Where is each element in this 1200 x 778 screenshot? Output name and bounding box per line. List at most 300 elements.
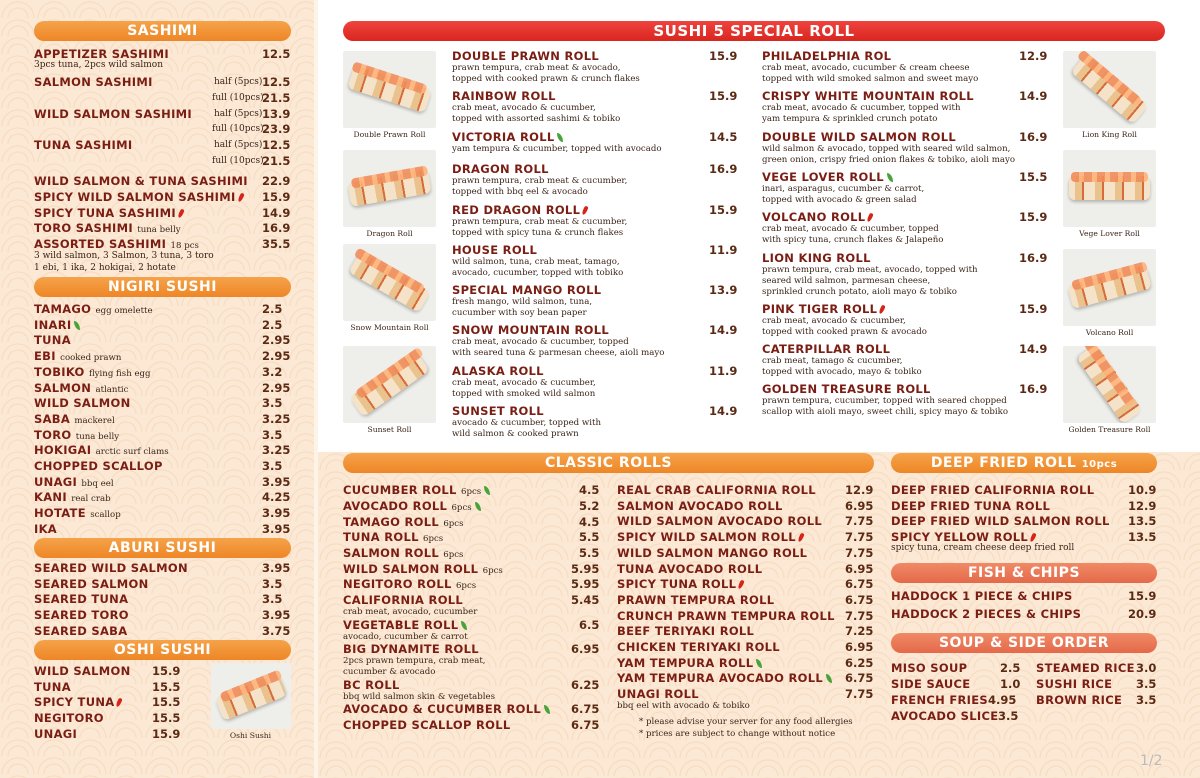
menu-item-desc: 1 ebi, 1 ika, 2 hokigai, 2 hotate	[34, 263, 176, 273]
menu-item-desc: crab meat, avocado & cucumber, topped	[762, 224, 939, 234]
menu-item-name	[617, 499, 783, 513]
menu-item-name	[617, 562, 762, 576]
item-name-text: UNAGI ROLL	[617, 687, 699, 702]
menu-item-price: 3.95	[262, 474, 291, 489]
menu-item-name	[34, 522, 57, 536]
menu-item-name	[1036, 677, 1112, 691]
item-name-text: DOUBLE PRAWN ROLL	[452, 49, 599, 63]
menu-item-price: 6.75	[845, 577, 874, 592]
item-name-text: YAM TEMPURA AVOCADO ROLL	[617, 671, 823, 686]
menu-item-price: 3.5	[262, 592, 283, 607]
roll-photo	[1063, 346, 1156, 423]
item-name-text: VEGETABLE ROLL	[343, 618, 459, 632]
menu-item-name	[891, 530, 1035, 544]
menu-item-price: 15.9	[262, 190, 291, 204]
menu-item-desc: prawn tempura, crab meat & cucumber,	[452, 176, 628, 186]
item-name-text: SPICY TUNA	[34, 695, 115, 710]
item-name-text: PINK TIGER ROLL	[762, 302, 878, 316]
item-name-text: AVOCADO & CUCUMBER ROLL	[343, 702, 541, 716]
menu-item-price: 15.9	[152, 726, 181, 741]
sashimi-header: SASHIMI	[34, 21, 291, 41]
item-name-text: RAINBOW ROLL	[452, 89, 556, 103]
menu-item-price: 3.5	[262, 459, 283, 473]
menu-item-name	[34, 608, 129, 622]
item-name-text: REAL CRAB CALIFORNIA ROLL	[617, 483, 816, 497]
photo-caption: Lion King Roll	[1082, 130, 1137, 139]
item-note: 6pcs	[460, 487, 482, 497]
menu-item-desc: topped with avocado, mayo & tobiko	[762, 367, 922, 377]
item-name-text: SEARED WILD SALMON	[34, 561, 188, 575]
item-name-text: BEEF TERIYAKI ROLL	[617, 624, 755, 639]
menu-item-name: TORO SASHIMI tuna belly	[34, 221, 181, 235]
menu-item-name	[891, 483, 1094, 497]
item-name-text: TUNA ROLL	[343, 530, 419, 544]
menu-item-name	[452, 323, 609, 337]
vegetarian-leaf-icon	[887, 173, 893, 182]
oshi-sushi-photo	[211, 663, 291, 729]
item-name-text: RED DRAGON ROLL	[452, 203, 581, 217]
photo-caption: Oshi Sushi	[229, 731, 272, 740]
menu-item-desc: crab meat, tamago & cucumber,	[762, 356, 903, 366]
menu-item-price: 15.5	[152, 711, 181, 726]
menu-item-price: 14.9	[709, 323, 738, 337]
menu-item-price: 4.5	[579, 515, 600, 529]
menu-item-name	[617, 577, 743, 591]
menu-item-price: 6.25	[571, 678, 600, 692]
menu-item-price: 2.5	[1000, 661, 1021, 675]
menu-item-price: 15.9	[709, 89, 738, 103]
menu-item-price: 6.75	[571, 718, 600, 732]
item-name-text: VOLCANO ROLL	[762, 210, 866, 224]
menu-item-price: 6.75	[845, 671, 874, 686]
item-name-text: DRAGON ROLL	[452, 162, 549, 176]
allergy-note: * please advise your server for any food allergies	[639, 717, 853, 727]
menu-item-price: 3.95	[262, 608, 291, 623]
item-name-text: DOUBLE WILD SALMON ROLL	[762, 130, 956, 144]
menu-item-desc: avocado, cucumber, topped with tobiko	[452, 268, 624, 278]
menu-item-name	[452, 364, 544, 378]
menu-item-name	[34, 396, 131, 410]
menu-item-desc: topped with avocado & green salad	[762, 195, 917, 205]
menu-item-name	[34, 727, 77, 741]
menu-item-name	[452, 89, 556, 103]
menu-item-name	[891, 499, 1050, 513]
item-name-text: TAMAGO ROLL	[343, 515, 440, 529]
menu-item-desc: bbq eel with avocado & tobiko	[617, 701, 750, 712]
item-name-text: KANI	[34, 490, 67, 505]
item-name-text: CATERPILLAR ROLL	[762, 342, 891, 356]
menu-item-price: 3.5	[262, 427, 283, 442]
item-name-text: MISO SOUP	[891, 661, 968, 675]
menu-item-desc: 2pcs prawn tempura, crab meat,	[343, 656, 486, 666]
menu-item-price: 14.9	[709, 404, 738, 418]
menu-item-desc: crab meat, avocado & cucumber, topped	[452, 337, 629, 347]
vegetarian-leaf-icon	[544, 705, 550, 714]
item-note: arctic surf clams	[95, 447, 169, 458]
photo-caption: Volcano Roll	[1085, 328, 1134, 337]
menu-item-name	[343, 618, 467, 632]
menu-item-price: 23.9	[262, 122, 291, 136]
item-note: atlantic	[95, 384, 129, 395]
menu-item-price: 7.75	[845, 545, 874, 560]
menu-item-price: 15.9	[152, 664, 181, 678]
item-name-text: PHILADELPHIA ROL	[762, 49, 892, 63]
menu-item-desc: green onion, crispy fried onion flakes & tobiko, aioli mayo	[762, 155, 1016, 165]
vegetarian-leaf-icon	[74, 321, 80, 330]
roll-photo	[343, 244, 436, 321]
item-name-text: BROWN RICE	[1036, 693, 1123, 707]
item-note: bbq eel	[81, 478, 114, 489]
roll-photo	[1063, 51, 1156, 128]
menu-item-price: 5.5	[579, 530, 600, 544]
menu-item-desc: crab meat, avocado, cucumber & cream cheese	[762, 63, 970, 73]
menu-item-desc: with seared tuna & parmesan cheese, aioli mayo	[452, 348, 665, 358]
item-name-text: WILD SALMON ROLL	[343, 562, 479, 576]
menu-item-price: 6.95	[845, 640, 874, 654]
menu-item-price: 15.5	[152, 679, 181, 694]
item-name-text: SEARED SALMON	[34, 576, 149, 591]
item-note: 6pcs	[482, 566, 503, 576]
menu-item-price: 12.9	[1019, 49, 1048, 63]
photo-caption: Double Prawn Roll	[353, 130, 426, 139]
menu-item-name	[617, 624, 754, 638]
menu-item-name	[617, 609, 835, 623]
vegetarian-leaf-icon	[826, 674, 832, 683]
item-name-text: SUNSET ROLL	[452, 404, 544, 418]
menu-item-desc: scallop with aioli mayo, sweet chili, spicy mayo & tobiko	[762, 407, 1009, 417]
portion-label: full (10pcs)	[212, 93, 264, 103]
item-name-text: HOUSE ROLL	[452, 243, 538, 257]
item-name-text: WILD SALMON	[34, 396, 131, 411]
menu-item-price: 16.9	[1019, 130, 1048, 144]
menu-item-desc: crab meat, avocado & cucumber,	[452, 103, 596, 113]
menu-item-name	[343, 546, 463, 560]
item-name-text: LION KING ROLL	[762, 251, 871, 265]
menu-item-price: 5.2	[579, 499, 600, 513]
menu-item-name	[343, 562, 503, 576]
item-name-text: SEARED SABA	[34, 623, 128, 638]
item-name-text: SPICY TUNA ROLL	[617, 577, 737, 592]
item-name-text: UNAGI	[34, 726, 78, 741]
menu-item-name	[762, 170, 893, 184]
menu-item-price: 15.5	[152, 695, 181, 710]
menu-item-price: 3.2	[262, 364, 283, 379]
item-name-text: STEAMED RICE	[1036, 661, 1135, 675]
menu-item-price: 15.9	[1019, 302, 1048, 316]
menu-item-desc: fresh mango, wild salmon, tuna,	[452, 297, 593, 307]
menu-item-name	[452, 243, 537, 257]
menu-item-desc: topped with spicy tuna & crunch flakes	[452, 228, 624, 238]
menu-item-desc: wild salmon & cooked prawn	[452, 429, 579, 439]
menu-item-name	[343, 515, 464, 529]
menu-item-price: 14.9	[1019, 89, 1048, 103]
item-name-text: NEGITORO	[34, 711, 104, 726]
menu-item-price: 6.95	[571, 642, 600, 656]
item-name-text: HOTATE	[34, 506, 86, 521]
item-name-text: SUSHI RICE	[1036, 677, 1113, 691]
menu-item-desc: prawn tempura, crab meat, avocado, topped with	[762, 265, 978, 275]
menu-item-name	[762, 382, 931, 396]
menu-item-desc: topped with bbq eel & avocado	[452, 187, 588, 197]
menu-item-desc: crab meat, avocado & cucumber,	[452, 378, 596, 388]
menu-item-desc: topped with wild smoked salmon and sweet mayo	[762, 74, 979, 84]
photo-caption: Dragon Roll	[366, 229, 413, 238]
menu-item-desc: 3 wild salmon, 3 Salmon, 3 tuna, 3 toro	[34, 251, 214, 261]
menu-item-price: 1.0	[1000, 677, 1021, 691]
fish-chips-header: FISH & CHIPS	[891, 563, 1157, 583]
menu-item-price: 3.5	[1136, 677, 1157, 691]
item-note: cooked prawn	[60, 353, 122, 364]
menu-item-desc: cucumber & avocado	[343, 667, 436, 677]
vegetarian-leaf-icon	[461, 621, 467, 630]
menu-item-desc: 3pcs tuna, 2pcs wild salmon	[34, 60, 164, 70]
menu-item-name	[891, 514, 1110, 528]
menu-item-name	[34, 624, 127, 638]
menu-item-price: 21.5	[262, 154, 291, 168]
menu-item-price: 2.5	[262, 302, 283, 316]
menu-item-price: 16.9	[709, 162, 738, 176]
menu-item-name	[34, 443, 169, 457]
menu-item-price: 15.9	[1128, 589, 1157, 603]
aburi-header: ABURI SUSHI	[34, 538, 291, 558]
vegetarian-leaf-icon	[756, 659, 762, 668]
item-name-text: TOBIKO	[34, 364, 85, 379]
item-note: 6pcs	[443, 519, 464, 529]
menu-item-name	[34, 428, 119, 442]
menu-item-price: 5.45	[571, 593, 600, 607]
menu-item-name	[891, 661, 967, 675]
menu-item-name	[34, 680, 71, 694]
item-name-text: SALMON AVOCADO ROLL	[617, 498, 783, 513]
special-roll-header: SUSHI 5 SPECIAL ROLL	[343, 21, 1165, 41]
roll-photo	[343, 51, 436, 128]
menu-item-name	[34, 711, 104, 725]
menu-item-price: 2.95	[262, 333, 291, 348]
menu-item-desc: topped with cooked prawn & crunch flakes	[452, 74, 640, 84]
soup-side-header: SOUP & SIDE ORDER	[891, 633, 1157, 653]
item-name-text: BC ROLL	[343, 678, 400, 692]
item-name-text: GOLDEN TREASURE ROLL	[762, 382, 931, 396]
menu-item-name	[452, 283, 601, 297]
menu-item-desc: inari, asparagus, cucumber & carrot,	[762, 184, 925, 194]
photo-caption: Vege Lover Roll	[1079, 229, 1140, 238]
menu-item-price: 12.5	[262, 47, 291, 61]
menu-item-price: 3.95	[262, 521, 291, 536]
item-note: flying fish egg	[88, 368, 151, 379]
item-name-text: SPECIAL MANGO ROLL	[452, 283, 602, 297]
menu-item-desc: avocado & cucumber, topped with	[452, 418, 601, 428]
menu-item-desc: avocado, cucumber & carrot	[343, 632, 468, 642]
menu-item-price: 11.9	[709, 364, 738, 378]
item-name-text: WILD SALMON	[34, 664, 131, 678]
menu-item-price: 7.75	[845, 608, 874, 623]
menu-item-price: 12.5	[262, 75, 291, 89]
menu-item-desc: bbq wild salmon skin & vegetables	[343, 692, 496, 702]
menu-item-name	[762, 49, 891, 63]
item-note: 6pcs	[455, 581, 477, 591]
item-name-text: PRAWN TEMPURA ROLL	[617, 592, 775, 607]
menu-item-name	[617, 656, 762, 670]
menu-item-name	[34, 349, 121, 363]
item-name-text: CHICKEN TERIYAKI ROLL	[617, 640, 780, 654]
menu-item-desc: prawn tempura, cucumber, topped with seared chopped	[762, 396, 1007, 406]
menu-item-price: 6.95	[845, 498, 874, 513]
menu-item-price: 5.5	[579, 546, 600, 560]
menu-item-price: 3.5	[1136, 693, 1157, 707]
item-name-text: HADDOCK 2 PIECES & CHIPS	[891, 607, 1082, 621]
menu-item-name	[343, 499, 481, 513]
photo-caption: Golden Treasure Roll	[1068, 425, 1151, 434]
menu-item-name	[762, 342, 890, 356]
item-name-text: HOKIGAI	[34, 443, 92, 458]
menu-item-name	[34, 561, 188, 575]
item-name-text: ALASKA ROLL	[452, 364, 544, 378]
item-name-text: VICTORIA ROLL	[452, 130, 555, 144]
item-name-text: CUCUMBER ROLL	[343, 483, 457, 497]
menu-item-price: 3.95	[262, 561, 291, 575]
item-name-text: SPICY YELLOW ROLL	[891, 530, 1029, 545]
menu-item-price: 15.9	[1019, 210, 1048, 224]
item-name-text: INARI	[34, 317, 72, 332]
item-name-text: AVOCADO ROLL	[343, 499, 448, 513]
item-name-text: DEEP FRIED TUNA ROLL	[891, 498, 1051, 513]
sushi-topping-shape	[1071, 172, 1148, 182]
menu-item-name: TUNA SASHIMI	[34, 138, 133, 152]
item-note: 6pcs	[443, 550, 464, 560]
menu-item-price: 21.5	[262, 91, 291, 105]
nigiri-header: NIGIRI SUSHI	[34, 277, 291, 297]
roll-photo	[1063, 249, 1156, 326]
menu-item-price: 3.5	[262, 396, 283, 411]
item-name-text: FRENCH FRIES	[891, 693, 988, 707]
menu-item-price: 14.9	[1019, 342, 1048, 356]
item-name-text: SPICY WILD SALMON ROLL	[617, 530, 796, 545]
menu-item-price: 5.95	[571, 562, 600, 576]
menu-item-name	[343, 702, 550, 716]
menu-item-name	[343, 593, 463, 607]
price-note: * prices are subject to change without notice	[639, 729, 836, 739]
menu-item-price: 13.5	[1128, 514, 1157, 529]
menu-item-desc: topped with cooked prawn & avocado	[762, 327, 927, 337]
item-note: mackerel	[74, 415, 115, 426]
menu-item-name: SALMON SASHIMI	[34, 75, 153, 89]
menu-item-price: 12.9	[845, 483, 874, 497]
menu-item-name	[34, 577, 149, 591]
portion-label: full (10pcs)	[212, 156, 264, 166]
menu-item-name	[34, 333, 71, 347]
menu-item-price: 13.9	[709, 283, 738, 297]
menu-item-name	[762, 251, 871, 265]
menu-item-name	[891, 677, 970, 691]
item-name-text: SIDE SAUCE	[891, 677, 971, 691]
item-name-text: TAMAGO	[34, 302, 92, 316]
item-name-text: YAM TEMPURA ROLL	[617, 655, 754, 670]
menu-item-name	[452, 162, 549, 176]
menu-item-name	[343, 577, 476, 591]
classic-rolls-header: CLASSIC ROLLS	[343, 453, 874, 473]
item-name-text: WILD SALMON MANGO ROLL	[617, 545, 808, 560]
menu-item-price: 3.0	[1136, 661, 1157, 675]
menu-item-name	[34, 695, 121, 709]
menu-item-name	[891, 709, 998, 723]
menu-item-price: 16.9	[1019, 251, 1048, 265]
menu-item-name	[34, 592, 128, 606]
menu-item-name	[762, 302, 884, 316]
item-name-text: EBI	[34, 349, 56, 364]
menu-item-price: 22.9	[262, 174, 291, 188]
menu-item-name	[34, 365, 151, 379]
menu-item-price: 14.5	[709, 130, 738, 144]
menu-item-price: 6.5	[579, 618, 600, 632]
menu-item-price: 2.95	[262, 349, 291, 364]
menu-item-name	[891, 589, 1073, 603]
item-note: 6pcs	[423, 534, 444, 544]
menu-item-price: 7.75	[845, 530, 874, 545]
item-name-text: SALMON	[34, 380, 92, 395]
menu-item-name	[343, 642, 479, 656]
item-name-text: SALMON ROLL	[343, 546, 439, 560]
menu-item-name	[34, 459, 163, 473]
menu-item-price: 2.95	[262, 380, 291, 395]
menu-item-price: 6.95	[845, 561, 874, 576]
menu-item-desc: yam tempura & sprinkled crunch potato	[762, 114, 938, 124]
page-indicator: 1/2	[1140, 753, 1163, 769]
portion-label: half (5pcs)	[214, 77, 263, 87]
menu-item-desc: crab meat, avocado & cucumber, topped with	[762, 103, 961, 113]
menu-item-price: 6.75	[845, 592, 874, 607]
menu-item-name	[34, 318, 80, 332]
menu-item-name	[34, 664, 131, 678]
roll-photo	[343, 346, 436, 423]
item-name-text: BIG DYNAMITE ROLL	[343, 642, 479, 656]
menu-item-desc: spicy tuna, cream cheese deep fried roll	[891, 543, 1075, 553]
item-name-text: WILD SALMON AVOCADO ROLL	[617, 514, 822, 529]
item-name-text: TUNA AVOCADO ROLL	[617, 561, 763, 576]
menu-item-price: 3.5	[262, 576, 283, 591]
item-name-text: AVOCADO SLICE	[891, 709, 999, 723]
menu-item-name	[343, 483, 490, 497]
item-name-text: TUNA	[34, 333, 71, 348]
menu-item-price: 12.9	[1128, 498, 1157, 513]
item-name-text: CHOPPED SCALLOP ROLL	[343, 718, 511, 732]
menu-item-name	[452, 130, 563, 144]
menu-item-name	[617, 593, 774, 607]
item-name-text: DEEP FRIED CALIFORNIA ROLL	[891, 483, 1095, 497]
portion-label: half (5pcs)	[214, 140, 263, 150]
item-name-text: CRISPY WHITE MOUNTAIN ROLL	[762, 89, 974, 103]
vegetarian-leaf-icon	[557, 133, 563, 142]
menu-item-name	[34, 490, 111, 504]
item-name-text: CRUNCH PRAWN TEMPURA ROLL	[617, 608, 835, 623]
menu-item-price: 15.9	[709, 49, 738, 63]
menu-item-desc: topped with assorted sashimi & tobiko	[452, 114, 621, 124]
roll-photo	[1063, 150, 1156, 227]
menu-item-name	[34, 506, 121, 520]
menu-item-desc: prawn tempura, crab meat & avocado,	[452, 63, 621, 73]
menu-item-name	[762, 89, 974, 103]
menu-item-name	[617, 546, 807, 560]
menu-item-price: 11.9	[709, 243, 738, 257]
menu-item-price: 3.5	[998, 709, 1019, 723]
menu-item-price: 4.25	[262, 490, 291, 505]
menu-item-name	[617, 640, 780, 654]
menu-item-name	[617, 483, 816, 497]
menu-item-name	[452, 49, 599, 63]
menu-item-price: 2.5	[262, 317, 283, 332]
item-name-text: UNAGI	[34, 474, 78, 489]
menu-item-desc: cucumber with soy bean paper	[452, 308, 587, 318]
menu-item-price: 3.95	[262, 506, 291, 521]
